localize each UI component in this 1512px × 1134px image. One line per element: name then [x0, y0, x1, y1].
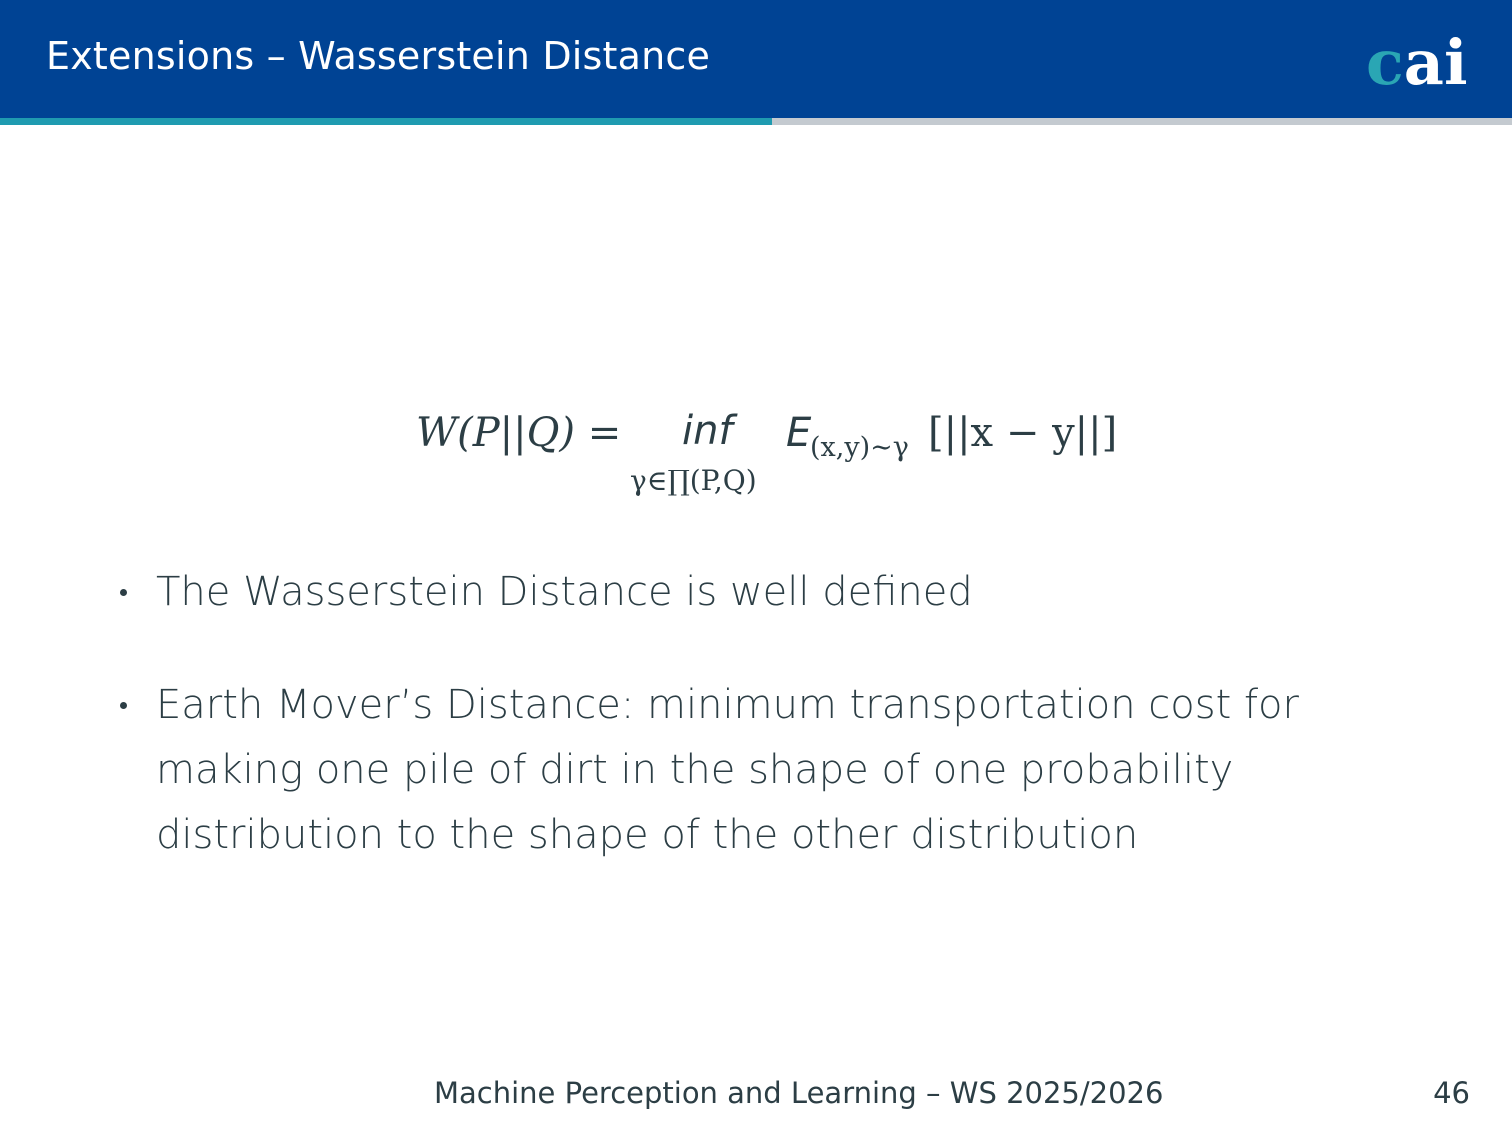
formula-body: [||x − y||]: [928, 410, 1118, 456]
bullet-dot-icon: [120, 589, 127, 596]
logo-c: c: [1366, 26, 1404, 92]
bullet-item: [118, 560, 1358, 625]
formula-inf-subscript: γ∈∏(P,Q): [630, 464, 757, 497]
bullet-item: [118, 673, 1358, 868]
accent-bar-grey: [772, 118, 1512, 125]
cai-logo: [1366, 26, 1476, 92]
formula-lhs: W(P||Q) =: [416, 410, 622, 456]
footer-course: Machine Perception and Learning – WS 2025/2026: [434, 1076, 1164, 1110]
accent-bar-teal: [0, 118, 772, 125]
formula-inf: inf: [682, 408, 733, 454]
slide-title: Extensions – Wasserstein Distance: [46, 34, 711, 78]
bullet-text: Earth Mover’s Distance: minimum transportation cost for making one pile of dirt in the shape of one probability distribution to the shape of the other distribution: [156, 682, 1299, 858]
slide-header: [0, 0, 1512, 118]
logo-letter-c: [1366, 26, 1468, 92]
bullet-dot-icon: [120, 702, 127, 709]
logo-ai: ai: [1403, 26, 1468, 92]
formula-expectation: E: [786, 410, 812, 456]
page-number: 46: [1433, 1076, 1470, 1110]
formula-expectation-subscript: (x,y)∼γ: [810, 432, 909, 463]
bullet-list: [118, 560, 1358, 868]
bullet-text: The Wasserstein Distance is well defined: [156, 569, 973, 615]
wasserstein-formula: [380, 396, 1140, 516]
